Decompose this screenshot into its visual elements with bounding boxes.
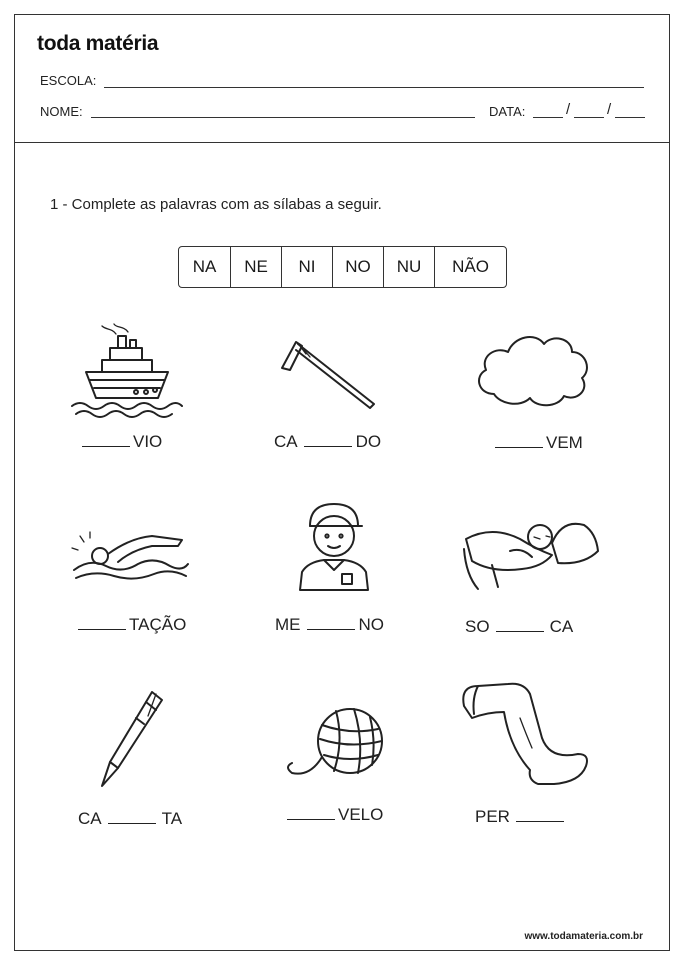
answer-blank[interactable] bbox=[495, 447, 543, 448]
answer-blank[interactable] bbox=[82, 446, 130, 447]
word-item-9: PER bbox=[475, 807, 570, 827]
swimmer-icon bbox=[70, 528, 190, 588]
syllable-box bbox=[178, 246, 507, 288]
date-year-field[interactable] bbox=[615, 117, 645, 118]
word-item-3: VEM bbox=[495, 433, 583, 453]
word-item-1: VIO bbox=[82, 432, 162, 452]
syllable-cell: NU bbox=[383, 247, 434, 287]
answer-blank[interactable] bbox=[516, 821, 564, 822]
syllable-cell: NÃO bbox=[434, 247, 506, 287]
syllable-cell: NE bbox=[230, 247, 281, 287]
boy-icon bbox=[294, 496, 374, 592]
brand-logo: toda matéria bbox=[37, 32, 159, 55]
sleeping-person-icon bbox=[462, 515, 600, 590]
name-label: NOME: bbox=[40, 104, 83, 119]
word-item-2: CA DO bbox=[274, 432, 382, 451]
school-label: ESCOLA: bbox=[40, 73, 97, 88]
word-item-5: ME NO bbox=[275, 615, 384, 634]
word-item-7: CA TA bbox=[78, 809, 183, 828]
syllable-cell: NI bbox=[281, 247, 332, 287]
ship-icon bbox=[72, 322, 182, 417]
name-field[interactable] bbox=[91, 117, 475, 118]
straw-icon bbox=[280, 340, 380, 410]
date-label: DATA: bbox=[489, 104, 526, 119]
syllable-cell: NO bbox=[332, 247, 383, 287]
header-divider bbox=[14, 142, 670, 143]
cloud-icon bbox=[474, 328, 592, 408]
word-item-6: SO CA bbox=[465, 617, 574, 636]
yarn-ball-icon bbox=[284, 705, 388, 785]
syllable-cell: NA bbox=[192, 257, 217, 276]
school-field[interactable] bbox=[104, 87, 644, 88]
answer-blank[interactable] bbox=[108, 823, 156, 824]
word-item-8: VELO bbox=[287, 805, 383, 825]
answer-blank[interactable] bbox=[78, 629, 126, 630]
footer-url: www.todamateria.com.br bbox=[524, 931, 643, 942]
instruction-text: 1 - Complete as palavras com as sílabas a seguir. bbox=[50, 196, 382, 213]
date-separator: / bbox=[607, 101, 612, 118]
answer-blank[interactable] bbox=[304, 446, 352, 447]
word-item-4: TAÇÃO bbox=[78, 615, 186, 635]
date-month-field[interactable] bbox=[574, 117, 604, 118]
pen-icon bbox=[96, 690, 166, 790]
answer-blank[interactable] bbox=[496, 631, 544, 632]
answer-blank[interactable] bbox=[287, 819, 335, 820]
leg-icon bbox=[458, 678, 592, 790]
date-separator: / bbox=[566, 101, 571, 118]
date-day-field[interactable] bbox=[533, 117, 563, 118]
answer-blank[interactable] bbox=[307, 629, 355, 630]
